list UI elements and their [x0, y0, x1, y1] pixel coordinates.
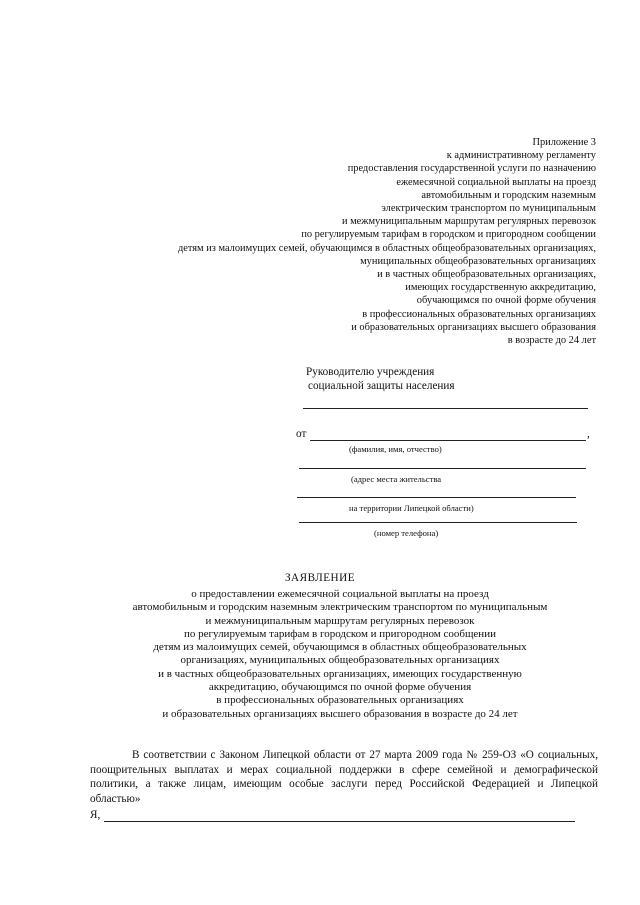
appendix-line: и в частных общеобразовательных организациях, [377, 269, 596, 281]
statement-subject [60, 588, 620, 721]
subject-line: организациях, муниципальных общеобразовательных организациях [180, 654, 500, 667]
ya-fill-line[interactable] [104, 821, 575, 822]
appendix-line: к административному регламенту [446, 150, 596, 162]
appendix-line: обучающимся по очной форме обучения [416, 295, 596, 307]
address-line[interactable] [299, 468, 586, 469]
caption-phone: (номер телефона) [374, 528, 439, 538]
appendix-line: имеющих государственную аккредитацию, [405, 282, 596, 294]
from-comma: , [587, 428, 590, 440]
subject-line: и образовательных организациях высшего образования в возрасте до 24 лет [162, 707, 518, 720]
phone-line[interactable] [299, 522, 577, 523]
subject-line: детям из малоимущих семей, обучающимся в областных общеобразовательных [153, 641, 527, 654]
subject-line: и межмуниципальным маршрутам регулярных перевозок [205, 614, 475, 627]
subject-line: и в частных общеобразовательных организациях, имеющих государственную [158, 667, 522, 680]
subject-line: о предоставлении ежемесячной социальной выплаты на проезд [191, 588, 489, 600]
appendix-line: ежемесячной социальной выплаты на проезд [396, 176, 596, 188]
subject-line: по регулируемым тарифам в городском и пригородном сообщении [184, 627, 496, 640]
statement-body [90, 748, 598, 807]
appendix-line: электрическим транспортом по муниципальным [381, 203, 596, 215]
appendix-line: и образовательных организациях высшего образования [351, 321, 596, 333]
appendix-line: автомобильным и городским наземным [421, 189, 596, 201]
appendix-line: в профессиональных образовательных организациях [362, 308, 596, 320]
institution-name-line[interactable] [303, 408, 588, 409]
appendix-line: по регулируемым тарифам в городском и пригородном сообщении [301, 229, 596, 241]
subject-line: автомобильным и городским наземным электрическим транспортом по муниципальным [132, 601, 548, 614]
recipient-organization: социальной защиты населения [308, 379, 455, 392]
appendix-line: предоставления государственной услуги по назначению [347, 163, 596, 175]
caption-address: (адрес места жительства [351, 474, 442, 484]
from-label: от [296, 428, 307, 440]
appendix-line: муниципальных общеобразовательных организациях [360, 255, 596, 267]
subject-line: аккредитацию, обучающимся по очной форме обучения [208, 681, 472, 694]
caption-territory: на территории Липецкой области) [349, 503, 474, 513]
appendix-line: детям из малоимущих семей, обучающимся в областных общеобразовательных организациях, [177, 242, 596, 254]
appendix-line: и межмуниципальным маршрутам регулярных перевозок [341, 216, 596, 228]
territory-line[interactable] [297, 497, 576, 498]
caption-full-name: (фамилия, имя, отчество) [349, 444, 442, 454]
ya-label: Я, [90, 809, 101, 821]
recipient-title: Руководителю учреждения [306, 366, 435, 378]
appendix-header [178, 136, 596, 347]
applicant-name-line[interactable] [310, 440, 586, 441]
appendix-line: Приложение 3 [532, 137, 596, 148]
statement-title: ЗАЯВЛЕНИЕ [284, 572, 356, 584]
recipient-block [296, 366, 596, 393]
appendix-line: в возрасте до 24 лет [507, 335, 596, 347]
subject-line: в профессиональных образовательных организациях [216, 694, 464, 707]
body-paragraph: В соответствии с Законом Липецкой области от 27 марта 2009 года № 259-ОЗ «О социальных, поощрительных выплатах и мерах социальной поддержки в сфере семейной и демографической политики, а также лицам, имеющим особые заслуги перед Российской Федерацией и Липецкой областью» [90, 749, 598, 806]
